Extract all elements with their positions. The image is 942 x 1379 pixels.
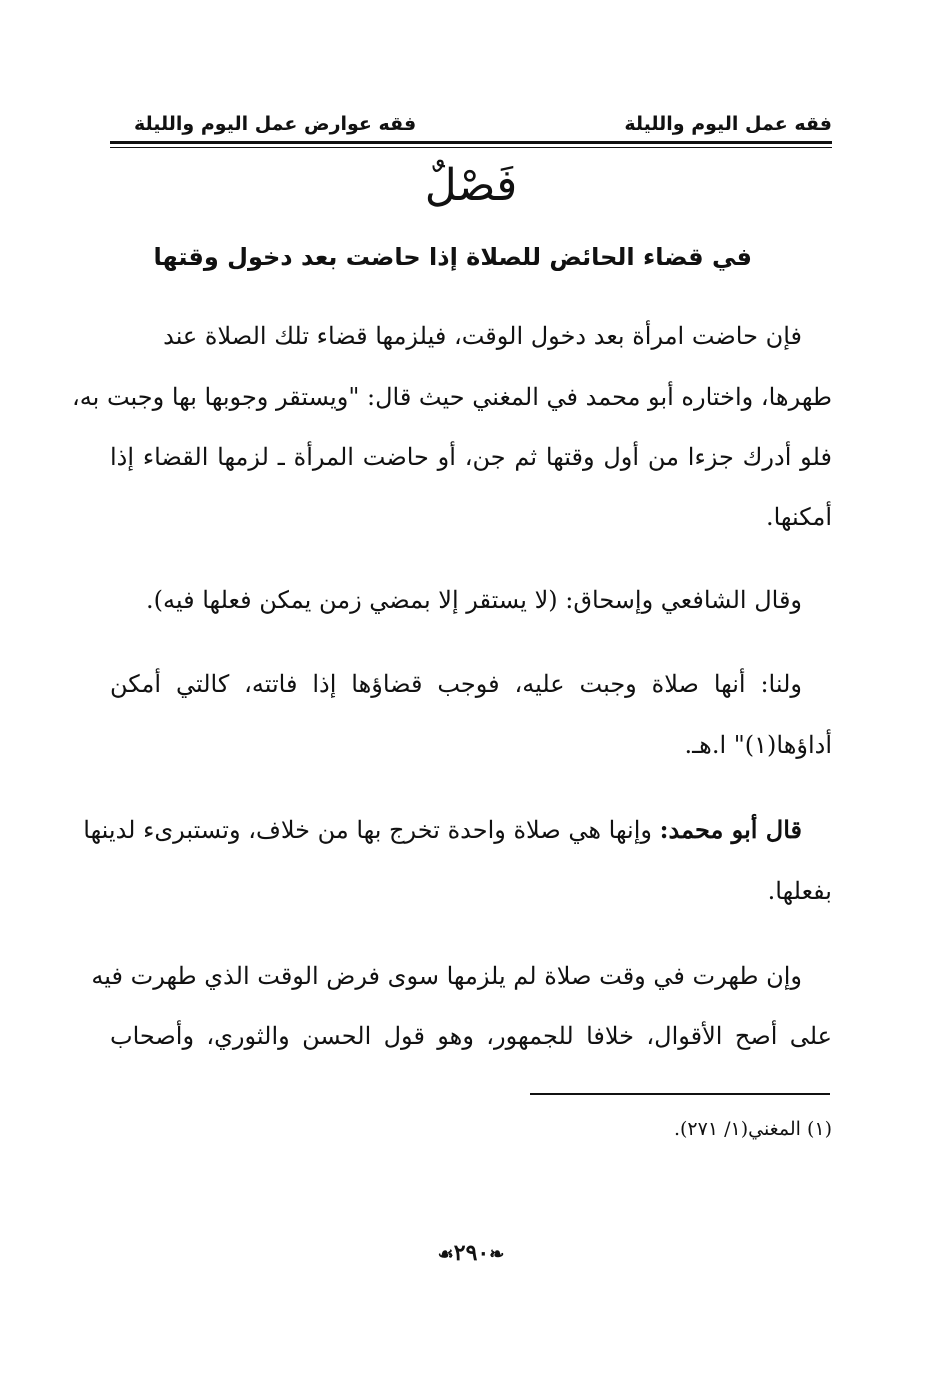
header-rule-thick [110, 141, 832, 144]
section-heading [0, 160, 942, 211]
body-line: بفعلها. [767, 877, 832, 905]
footnote-separator [530, 1093, 830, 1095]
body-line: طهرها، واختاره أبو محمد في المغني حيث قال: "ويستقر وجوبها بها وجبت به، [72, 383, 832, 411]
ornament-icon: ☙ [437, 1244, 454, 1265]
body-line: ولنا: أنها صلاة وجبت عليه، فوجب قضاؤها إذا فاتته، كالتي أمكن [110, 670, 802, 698]
footnote: (١) المغني(١/ ٢٧١). [673, 1118, 832, 1140]
body-line: على أصح الأقوال، خلافا للجمهور، وهو قول الحسن والثوري، وأصحاب [110, 1022, 832, 1050]
body-line: وقال الشافعي وإسحاق: (لا يستقر إلا بمضي زمن يمكن فعلها فيه). [146, 586, 802, 614]
body-line: فإن حاضت امرأة بعد دخول الوقت، فيلزمها قضاء تلك الصلاة عند [163, 322, 802, 350]
ornament-icon: ❧ [489, 1244, 505, 1265]
body-line-rest: وإنها هي صلاة واحدة تخرج بها من خلاف، وتستبرىء لدينها [83, 816, 652, 844]
bold-lead: قال أبو محمد: [659, 815, 802, 844]
body-line-with-lead [83, 815, 802, 844]
body-line: فلو أدرك جزءا من أول وقتها ثم جن، أو حاضت المرأة ـ لزمها القضاء إذا [110, 443, 832, 471]
body-line: أمكنها. [765, 503, 832, 531]
page-number-block [0, 1240, 942, 1266]
header-rule-thin [110, 147, 832, 148]
body-line: وإن طهرت في وقت صلاة لم يلزمها سوى فرض الوقت الذي طهرت فيه [91, 962, 802, 990]
running-header-right: فقه عمل اليوم والليلة [624, 113, 832, 135]
page-number: ٢٩٠ [453, 1240, 490, 1266]
section-heading-text: فَصْلٌ [424, 160, 518, 211]
section-subtitle: في قضاء الحائض للصلاة إذا حاضت بعد دخول وقتها [153, 243, 752, 271]
running-header-left: فقه عوارض عمل اليوم والليلة [134, 113, 417, 135]
body-line: أداؤها(١)" ا.هـ. [684, 731, 832, 759]
